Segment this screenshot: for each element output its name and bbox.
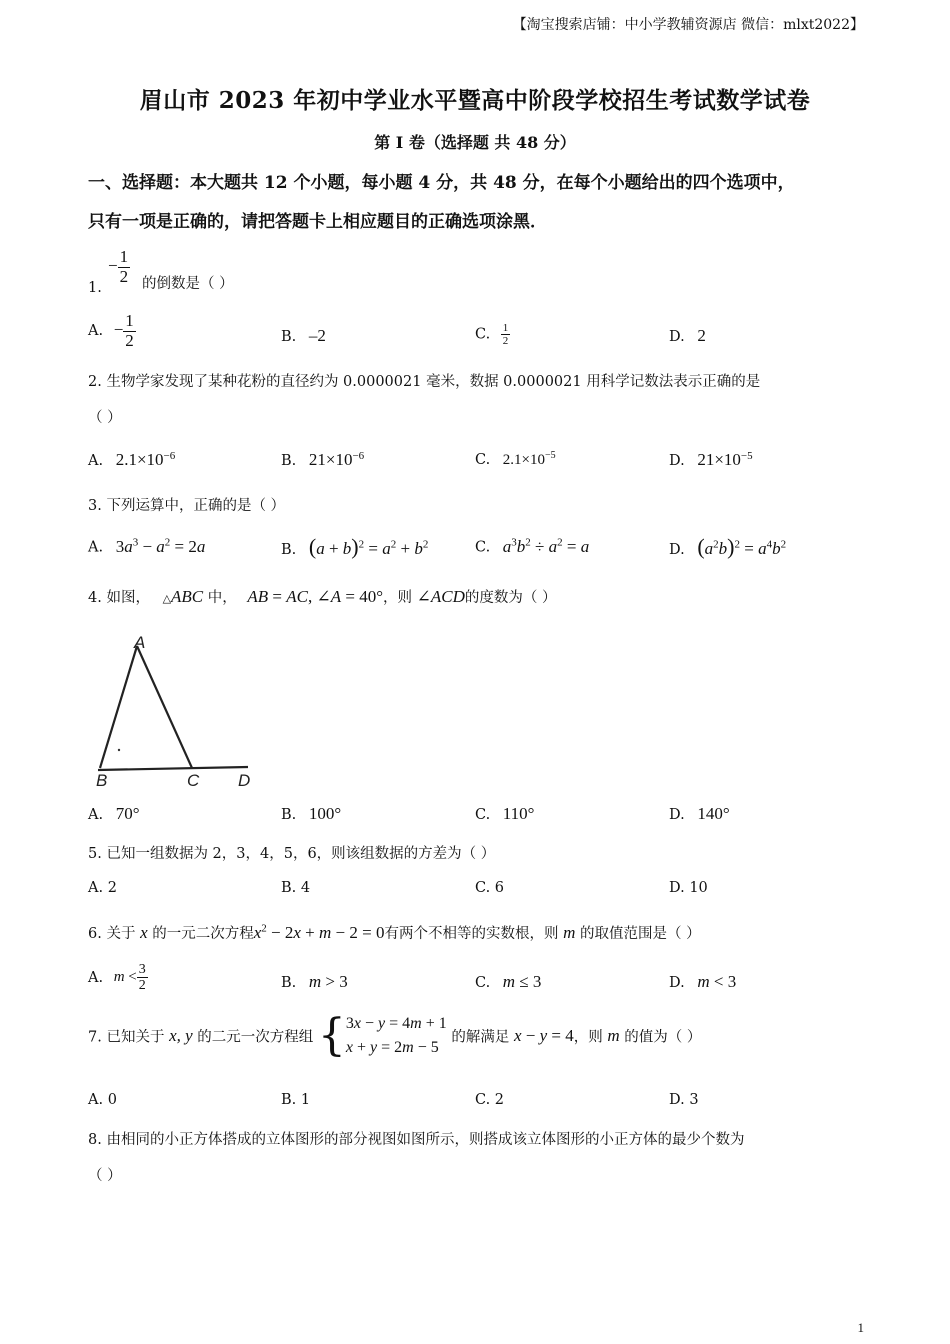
q6-var-m: m — [563, 923, 576, 942]
q1-option-c-fraction: $\frac{1}{2}$ — [502, 322, 509, 348]
question-5: 5. 已知一组数据为 2，3，4，5，6，则该组数据的方差为（ ） — [88, 846, 496, 862]
q2-option-d: D. $21\times 10^{-5}$ — [669, 450, 753, 469]
q4-condition: AB = AC, ∠A = 40° — [247, 587, 383, 606]
section-instructions-line1: 一、选择题：本大题共 12 个小题，每小题 4 分，共 48 分，在每个小题给出的四个选项中， — [88, 173, 795, 193]
q7-vars: x, y — [169, 1026, 193, 1045]
line-bd — [98, 767, 248, 770]
q5-option-d: D. 10 — [669, 880, 708, 896]
vertex-a-label: A — [134, 633, 146, 652]
q7-option-c: C. 2 — [475, 1092, 505, 1108]
q1-option-a: A. − $\frac{1}{2}$ — [88, 311, 134, 350]
q7-option-a: A. 0 — [88, 1092, 117, 1108]
q1-number: 1. — [88, 280, 102, 296]
q4-triangle-abc: △ABC — [162, 587, 204, 606]
vertex-c-label: C — [187, 771, 200, 790]
q3-option-d: D. $(a^2b)^2 = a^4b^2$ — [669, 534, 787, 559]
q6-option-c: C. m ≤ 3 — [475, 972, 542, 991]
exam-title: 眉山市 2023 年初中学业水平暨高中阶段学校招生考试数学试卷 — [139, 87, 811, 114]
question-4: 4. 如图， △ABC 中， AB = AC, ∠A = 40°，则 ∠ACD的度数为（ ） — [88, 587, 557, 606]
q6-option-a: A. m < $\frac{3}{2}$ — [88, 962, 146, 994]
q1-option-a-fraction: $\frac{1}{2}$ — [125, 311, 134, 350]
q3-option-b: B. $(a + b)^2 = a^2 + b^2$ — [281, 534, 429, 559]
q1-option-c: C. $\frac{1}{2}$ — [475, 322, 509, 348]
q3-option-a: A. $3a^3 - a^2 = 2a$ — [88, 536, 206, 556]
q6-equation: $x^2 - 2x + m - 2 = 0$ — [253, 922, 385, 942]
point-d-label: D — [238, 771, 251, 790]
q4-option-b: B. 100° — [281, 804, 342, 823]
q5-option-a: A. 2 — [88, 880, 117, 896]
page-number: 1 — [857, 1320, 864, 1335]
q3-option-c: C. $a^3b^2 \div a^2 = a$ — [475, 536, 590, 556]
q1-fraction: $\frac{1}{2}$ — [119, 247, 129, 286]
q6-var-x: x — [140, 923, 148, 942]
q6-option-d: D. m < 3 — [669, 972, 737, 991]
q7-option-b: B. 1 — [281, 1092, 311, 1108]
q3-option-a-expr: $3a^3 - a^2 = 2a$ — [115, 536, 206, 556]
q7-condition: x − y = 4 — [513, 1026, 574, 1045]
q3-option-c-expr: $a^3b^2 \div a^2 = a$ — [502, 536, 590, 556]
question-6: 6. 关于 x 的一元二次方程$x^2 - 2x + m - 2 = 0$有两个不相等的实数根，则 m 的取值范围是（ ） — [88, 922, 701, 942]
header-note: 【淘宝搜索店铺：中小学教辅资源店 微信：mlxt2022】 — [512, 17, 864, 33]
q4-option-d: D. 140° — [669, 804, 730, 823]
q2-option-b: B. $21\times 10^{-6}$ — [281, 450, 365, 469]
question-2: 2. 生物学家发现了某种花粉的直径约为 0.0000021 毫米，数据 0.0000021 用科学记数法表示正确的是 — [88, 374, 761, 390]
q5-option-b: B. 4 — [281, 880, 311, 896]
q3-option-d-expr: $(a^2b)^2 = a^4b^2$ — [697, 534, 787, 559]
side-ac — [137, 646, 192, 768]
q4-triangle-figure — [88, 628, 278, 800]
q4-angle-acd: ∠ACD — [416, 587, 465, 606]
question-7: 7. 已知关于 x, y 的二元一次方程组 { 3x − y = 4m + 1 x + y = 2m − 5 的解满足 x − y = 4，则 m 的值为（ ） — [88, 1010, 702, 1061]
q1-option-b: B. –2 — [281, 326, 326, 345]
question-8: 8. 由相同的小正方体搭成的立体图形的部分视图如图所示，则搭成该立体图形的小正方体的最少个数为 — [88, 1132, 745, 1148]
question-3: 3. 下列运算中，正确的是（ ） — [88, 498, 286, 514]
q4-option-c: C. 110° — [475, 804, 535, 823]
q1-text: 的倒数是（ ） — [142, 276, 234, 292]
q2-option-c: C. $2.1\times 10^{-5}$ — [475, 450, 556, 468]
q6-option-b: B. m > 3 — [281, 972, 348, 991]
q7-system-brace: { — [317, 1010, 346, 1061]
vertex-b-label: B — [96, 771, 108, 790]
q5-option-c: C. 6 — [475, 880, 505, 896]
stray-dot — [118, 749, 120, 751]
q7-option-d: D. 3 — [669, 1092, 699, 1108]
q7-equation-system: 3x − y = 4m + 1 x + y = 2m − 5 — [345, 1015, 447, 1056]
q3-option-b-expr: $(a + b)^2 = a^2 + b^2$ — [308, 534, 429, 559]
exam-subtitle: 第 I 卷（选择题 共 48 分） — [374, 133, 576, 152]
q6-option-a-fraction: $\frac{3}{2}$ — [138, 962, 146, 994]
q2-option-a: A. $2.1\times 10^{-6}$ — [88, 450, 176, 469]
q8-answer-paren: （ ） — [88, 1168, 122, 1184]
q1-minus: − — [108, 256, 118, 276]
q1-option-d: D. 2 — [669, 326, 706, 345]
section-instructions-line2: 只有一项是正确的，请把答题卡上相应题目的正确选项涂黑． — [88, 212, 547, 232]
q2-answer-paren: （ ） — [88, 410, 122, 426]
q4-option-a: A. 70° — [88, 804, 140, 823]
